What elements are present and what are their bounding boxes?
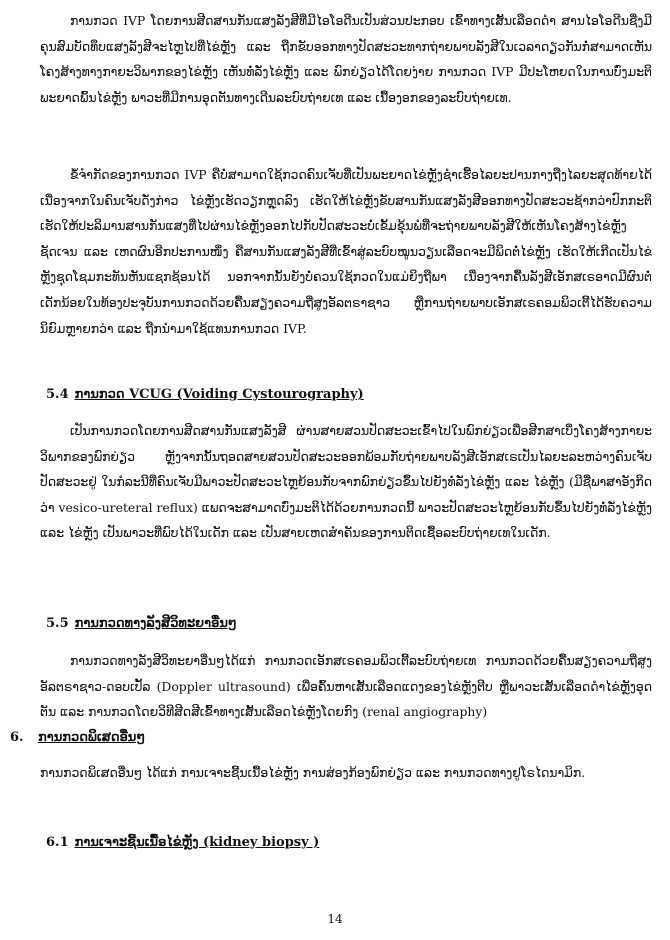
section-title: ການກວດທາງລັງສີວິທະຍາອື່ນໆ — [74, 616, 237, 631]
paragraph-ivp-description: ການກວດ IVP ໂດຍການສີດສານກັນແສງລັງສີທີ່ມີໄອໂອດີນເປັນສ່ວນປະກອບ ເຂົ້າທາງເສັ້ນເລືອດດໍາ ສານໄອໂອດີນຊື່ງມີຄຸນສົມບັດທຶບແສງລັງສີຈະໄຫຼໄປທີ່ໄຂ່ຫຼັງ ແລະ ຖືກຂັບອອກທາງປັດສະວະທາກຖ່າຍພາບລັງສີໃນເວລາດຽວກັນກໍ່ສາມາດເຫັນໂຄງສ້າງທາງກາຍະວິພາກຂອງໄຂ່ຫຼັງ ເຫັນທໍ່ລັ່ງໄຂ່ຫຼັງ ແລະ ພົກຍ່ຽວໄດ້ໂດຍງ່າຍ ການກວດ IVP ມີປະໂຫຍດໃນການບົ່ງມະຕິພະຍາດພົ້ນໄຂ່ຫຼັງ ພາວະທີ່ມີການອຸດຕັນທາງເດີນລະບົບຖ່າຍເທ ແລະ ເນື້ອງອກຂອງລະບົບຖ່າຍເທ. — [40, 13, 652, 105]
page-number: 14 — [327, 912, 343, 926]
section-number: 5.4 — [46, 387, 69, 402]
section-number: 6.1 — [46, 835, 69, 850]
section-title: ການກວດພິເສດອື່ນໆ — [38, 730, 146, 745]
section-heading-5-4 — [46, 385, 364, 405]
paragraph-other-radiology: ການກວດທາງລັງສີວິທະຍາອື່ນໆໄດ້ແກ່ ການກວດເອັກສເຣຄອມພິວເຕີ້ລະບົບຖ່າຍເທ ການກວດດ້ວຍຄື້ນສຽງຄວາມຖີ່ສູງອັລຕຣາຊາວ-ດອບເປັ້ລ (Doppler ultrasound) ເພື່ອຄົ້ນຫາເສັ້ນເລືອດແດງຂອງໄຂ່ຫຼັງຕີບ ຫຼືພາວະເສັ້ນເລືອດດໍາໄຂ່ຫຼັງອຸດຕັນ ແລະ ການກວດໂດຍວິທີສີດສີເຂົ້າທາງເສັ້ນເລືອດໄຂ່ຫຼັງໂດຍກົງ (renal angiography) — [40, 653, 652, 720]
paragraph-special-tests: ການກວດພິເສດອື່ນໆ ໄດ້ແກ່ ການເຈາະຊີ້ນເນື້ອໄຂ່ຫຼັງ ການສ່ອງກ້ອງພົກຍ່ຽວ ແລະ ການກວດທາງຢູໂຣໄດນາມິກ. — [40, 765, 586, 780]
section-heading-5-5 — [46, 614, 237, 634]
paragraph-ivp-limitations: ຂໍ້ຈໍາກັດຂອງການກວດ IVP ຄືບໍ່ສາມາດໃຊ້ກວດຄົນເຈັບທີ່ເປັນພະຍາດໄຂ່ຫຼັງຊໍາເຮື້ອໄລຍະປານກາງຖືງໄລຍະສຸດທ້າຍໄດ້ ເນື່ອງຈາກໃນຄົນເຈັບດັ່ງກ່າວ ໄຂ່ຫຼັງເຮັດວຽກຫຼຸດລົງ ເຮັດໃຫ້ໄຂ່ຫຼັງຂັບສານກັນແສງລັງສີອອກທາງປັດສະວະຊ້າກວ່າປົກກະຕິ ເຮັດໃຫ້ປະລິມານສານກັນແສງທີ່ໄປຜ່ານໄຂ່ຫຼັງອອກໄປກັບປັດສະວະບໍ່ເຂັ້ມຂຸ້ນພໍທີ່ຈະຖ່າຍພາບລັງສີໃຫ້ເຫັນໂຄງສ້າງໄຂ່ຫຼັງຊັດເຈນ ແລະ ເຫດຜົນອີກປະການໜຶ່ງ ຄືສານກັນແສງລັງສີທີ່ເຂົ້າສູ່ລະບົບໝູນວຽນເລືອດຈະມີພິດຕໍ່ໄຂ່ຫຼັງ ເຮັດໃຫ້ເກີດເປັນໄຂ່ຫຼັງຊຸດໂຊມກະທັນຫັນແຊກຊ້ອນໄດ້ ນອກຈາກນັ້ນຍັງບໍ່ຄວນໃຊ້ກວດໃນແມ່ຍິງຖືພາ ເນື່ອງຈາກຄື້ນລັງສີເອັກສເຣອາດມີຜົນຕໍ່ເດັກນ້ອຍໃນທ້ອງປະຈຸບັນການກວດດ້ວຍຄື້ນສຽງຄວາມຖີ່ສູງອັລຕຣາຊາວ ຫຼືການຖ່າຍພາບເອັກສເຣຄອມພິວເຕີ້ໄດ້ຮັບຄວາມນິຍົມຫຼາຍກວ່າ ແລະ ຖືກນໍາມາໃຊ້ແທນການກວດ IVP. — [40, 167, 652, 336]
section-title: ການກວດ VCUG (Voiding Cystourography) — [74, 387, 364, 402]
section-heading-6 — [10, 728, 145, 748]
section-title: ການເຈາະຊີ້ນເນື້ອໄຂ່ຫຼັງ (kidney biopsy ) — [74, 835, 320, 850]
paragraph-vcug-description: ເປັນການກວດໂດຍການສີດສານກັນແສງລັງສີ ຜ່ານສາຍສວນປັດສະວະເຂົ້າໄປໃນພົກຍ່ຽວເພື່ອສີກສາເບິ່ງໂຄງສ້າງກາຍະວິພາກຂອງພົກຍ່ຽວ ຫຼັງຈາກນັ້ນຖອດສາຍສວນປັດສະວະອອກພ້ອມກັບຖ່າຍພາບລັງສີເອັກສເຣເປັນໄລຍະລະຫວ່າງຄົນເຈັບປັດສະວະຢູ່ ໃນກໍລະນີທີ່ຄົນເຈັບມີພາວະປັດສະວະໄຫຼຍ້ອນກັບຈາກພົກຍ່ຽວຂຶ້ນໄປຍັງທໍ່ລັ່ງໄຂ່ຫຼັງ ແລະ ໄຂ່ຫຼັງ (ມີຊື່ພາສາອັງກິດວ່າ vesico-ureteral reflux) ແພດຈະສາມາດບົ່ງມະຕິໄດ້ດ້ວຍການກວດນີ້ ພາວະປັດສະວະໄຫຼຍ້ອນກັບຂຶ້ນໄປຍັງທໍ່ລັ່ງໄຂ່ຫຼັງ ແລະ ໄຂ່ຫຼັງ ເປັນພາວະທີ່ພົບໄດ້ໃນເດັກ ແລະ ເປັນສາຍເຫດສໍາຄັນຂອງການຕິດເຊື້ອລະບົບຖ່າຍເທໃນເດັກ. — [40, 423, 652, 541]
section-heading-6-1 — [46, 833, 319, 853]
section-number: 5.5 — [46, 616, 69, 631]
section-number: 6. — [10, 730, 24, 745]
